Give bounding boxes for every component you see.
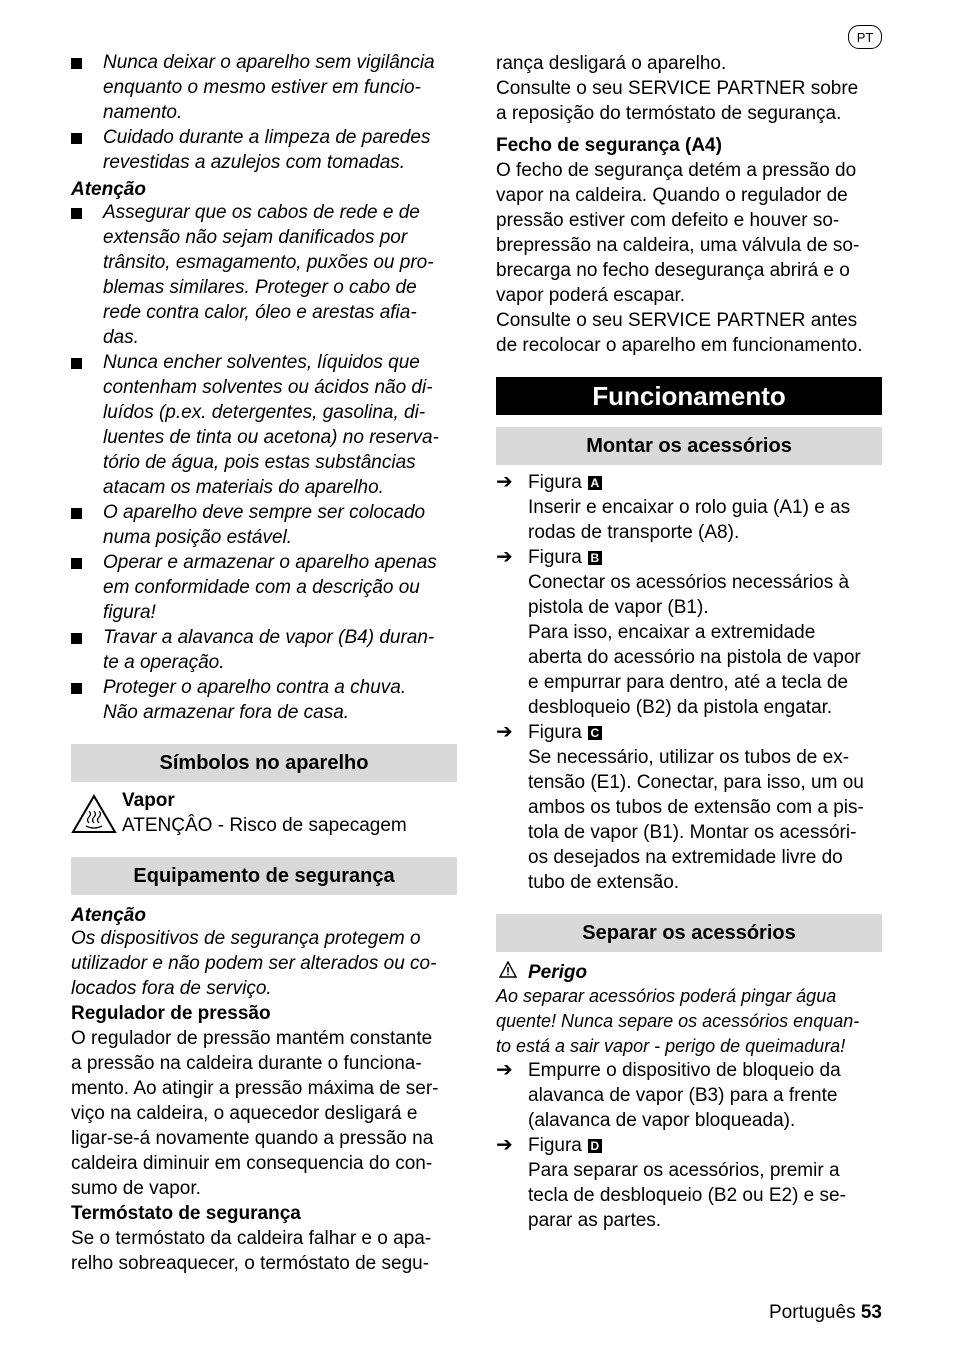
text-line: brepressão na caldeira, uma válvula de so- [496, 235, 860, 256]
text-line: pistola de vapor (B1). [528, 597, 709, 618]
text-line: rodas de transporte (A8). [528, 522, 740, 543]
text-line: Inserir e encaixar o rolo guia (A1) e as [528, 497, 851, 518]
text-line: vapor poderá escapar. [496, 285, 686, 306]
text-line: numa posição estável. [103, 527, 293, 548]
text-line: extensão não sejam danificados por [103, 227, 408, 248]
text-line: Se necessário, utilizar os tubos de ex- [528, 747, 850, 768]
text-line: Proteger o aparelho contra a chuva. [103, 677, 407, 698]
text-line: Para isso, encaixar a extremidade [528, 622, 816, 643]
text-line: Cuidado durante a limpeza de paredes [103, 127, 431, 148]
bullet-icon [71, 58, 82, 69]
text-line: os desejados na extremidade livre do [528, 847, 843, 868]
text-line: ambos os tubos de extensão com a pis- [528, 797, 864, 818]
text-line: Consulte o seu SERVICE PARTNER antes [496, 310, 858, 331]
text-line: Para separar os acessórios, premir a [528, 1160, 840, 1181]
text-line: tecla de desbloqueio (B2 ou E2) e se- [528, 1185, 846, 1206]
figure-label: Figura [528, 472, 582, 493]
figure-b-badge: B [588, 551, 602, 565]
figure-a-badge: A [588, 476, 602, 490]
text-line: e empurrar para dentro, até a tecla de [528, 672, 849, 693]
text-line: contenham solventes ou ácidos não di- [103, 377, 433, 398]
text-line: revestidas a azulejos com tomadas. [103, 152, 406, 173]
arrow-right-icon: ➔ [496, 546, 513, 568]
page-number: 53 [860, 1302, 882, 1323]
text-line: mento. Ao atingir a pressão máxima de ser- [71, 1078, 439, 1099]
text-line: utilizador e não podem ser alterados ou co- [71, 953, 437, 974]
text-line: Os dispositivos de segurança protegem o [71, 928, 421, 949]
text-line: das. [103, 327, 139, 348]
text-line: em conformidade com a descrição ou [103, 577, 420, 598]
attention-label: Atenção [71, 905, 146, 926]
bullet-icon [71, 508, 82, 519]
figure-ref [528, 470, 602, 495]
text-line: trânsito, esmagamento, puxões ou pro- [103, 252, 434, 273]
text-line: luídos (p.ex. detergentes, gasolina, di- [103, 402, 426, 423]
lock-title: Fecho de segurança (A4) [496, 135, 722, 156]
text-line: to está a sair vapor - perigo de queimadura! [496, 1036, 846, 1056]
arrow-right-icon: ➔ [496, 471, 513, 493]
text-line: parar as partes. [528, 1210, 662, 1231]
text-line: O fecho de segurança detém a pressão do [496, 160, 857, 181]
vapor-title: Vapor [122, 790, 175, 811]
text-line: tensão (E1). Conectar, para isso, um ou [528, 772, 864, 793]
text-line: Assegurar que os cabos de rede e de [103, 202, 420, 223]
text-line: viço na caldeira, o aquecedor desligará e [71, 1103, 418, 1124]
text-line: locados fora de serviço. [71, 978, 272, 999]
bullet-icon [71, 133, 82, 144]
vapor-text: ATENÇÂO - Risco de sapecagem [122, 815, 407, 836]
text-line: namento. [103, 102, 183, 123]
text-line: sumo de vapor. [71, 1178, 201, 1199]
operation-heading: Funcionamento [496, 377, 882, 415]
text-line: a pressão na caldeira durante o funciona- [71, 1053, 422, 1074]
mount-heading: Montar os acessórios [496, 427, 882, 465]
text-line: brecarga no fecho desegurança abrirá e o [496, 260, 850, 281]
danger-title: Perigo [528, 962, 588, 983]
text-line: Empurre o dispositivo de bloqueio da [528, 1060, 841, 1081]
text-line: aberta do acessório na pistola de vapor [528, 647, 861, 668]
arrow-right-icon: ➔ [496, 721, 513, 743]
text-line: (alavanca de vapor bloqueada). [528, 1110, 796, 1131]
text-line: Se o termóstato da caldeira falhar e o apa- [71, 1228, 432, 1249]
arrow-right-icon: ➔ [496, 1059, 513, 1081]
text-line: tubo de extensão. [528, 872, 680, 893]
bullet-icon [71, 633, 82, 644]
text-line: de recolocar o aparelho em funcionamento. [496, 335, 863, 356]
text-line: pressão estiver com defeito e houver so- [496, 210, 840, 231]
text-line: a reposição do termóstato de segurança. [496, 103, 842, 124]
text-line: desbloqueio (B2) da pistola engatar. [528, 697, 833, 718]
text-line: Conectar os acessórios necessários à [528, 572, 850, 593]
text-line: tório de água, pois estas substâncias [103, 452, 416, 473]
text-line: vapor na caldeira. Quando o regulador de [496, 185, 848, 206]
regulator-title: Regulador de pressão [71, 1003, 271, 1024]
text-line: alavanca de vapor (B3) para a frente [528, 1085, 838, 1106]
figure-label: Figura [528, 547, 582, 568]
attention-label: Atenção [71, 179, 146, 200]
language-badge: PT [848, 25, 882, 49]
text-line: O regulador de pressão mantém constante [71, 1028, 433, 1049]
figure-ref [528, 1133, 602, 1158]
text-line: quente! Nunca separe os acessórios enquan- [496, 1011, 860, 1031]
figure-ref [528, 545, 602, 570]
text-line: Nunca encher solventes, líquidos que [103, 352, 420, 373]
text-line: caldeira diminuir em consequencia do con- [71, 1153, 433, 1174]
text-line: te a operação. [103, 652, 225, 673]
text-line: tola de vapor (B1). Montar os acessóri- [528, 822, 857, 843]
separate-heading: Separar os acessórios [496, 914, 882, 952]
bullet-icon [71, 558, 82, 569]
text-line: rança desligará o aparelho. [496, 53, 727, 74]
text-line: luentes de tinta ou acetona) no reserva- [103, 427, 439, 448]
figure-label: Figura [528, 722, 582, 743]
hot-steam-warning-icon [71, 793, 117, 835]
bullet-icon [71, 358, 82, 369]
text-line: atacam os materiais do aparelho. [103, 477, 384, 498]
page-footer [769, 1302, 882, 1324]
text-line: Travar a alavanca de vapor (B4) duran- [103, 627, 435, 648]
text-line: blemas similares. Proteger o cabo de [103, 277, 417, 298]
text-line: relho sobreaquecer, o termóstato de segu- [71, 1253, 430, 1274]
text-line: Nunca deixar o aparelho sem vigilância [103, 52, 435, 73]
figure-c-badge: C [588, 726, 602, 740]
text-line: Ao separar acessórios poderá pingar água [496, 986, 837, 1006]
figure-ref [528, 720, 602, 745]
safety-heading: Equipamento de segurança [71, 857, 457, 895]
text-line: Operar e armazenar o aparelho apenas [103, 552, 437, 573]
bullet-icon [71, 683, 82, 694]
figure-d-badge: D [588, 1139, 602, 1153]
bullet-icon [71, 208, 82, 219]
arrow-right-icon: ➔ [496, 1134, 513, 1156]
text-line: figura! [103, 602, 156, 623]
footer-language: Português [768, 1302, 856, 1323]
text-line: rede contra calor, óleo e arestas afia- [103, 302, 417, 323]
text-line: enquanto o mesmo estiver em funcio- [103, 77, 421, 98]
thermostat-title: Termóstato de segurança [71, 1203, 301, 1224]
symbols-heading: Símbolos no aparelho [71, 744, 457, 782]
text-line: ligar-se-á novamente quando a pressão na [71, 1128, 434, 1149]
warning-triangle-icon [499, 961, 517, 978]
text-line: Consulte o seu SERVICE PARTNER sobre [496, 78, 859, 99]
text-line: O aparelho deve sempre ser colocado [103, 502, 426, 523]
figure-label: Figura [528, 1135, 582, 1156]
text-line: Não armazenar fora de casa. [103, 702, 350, 723]
